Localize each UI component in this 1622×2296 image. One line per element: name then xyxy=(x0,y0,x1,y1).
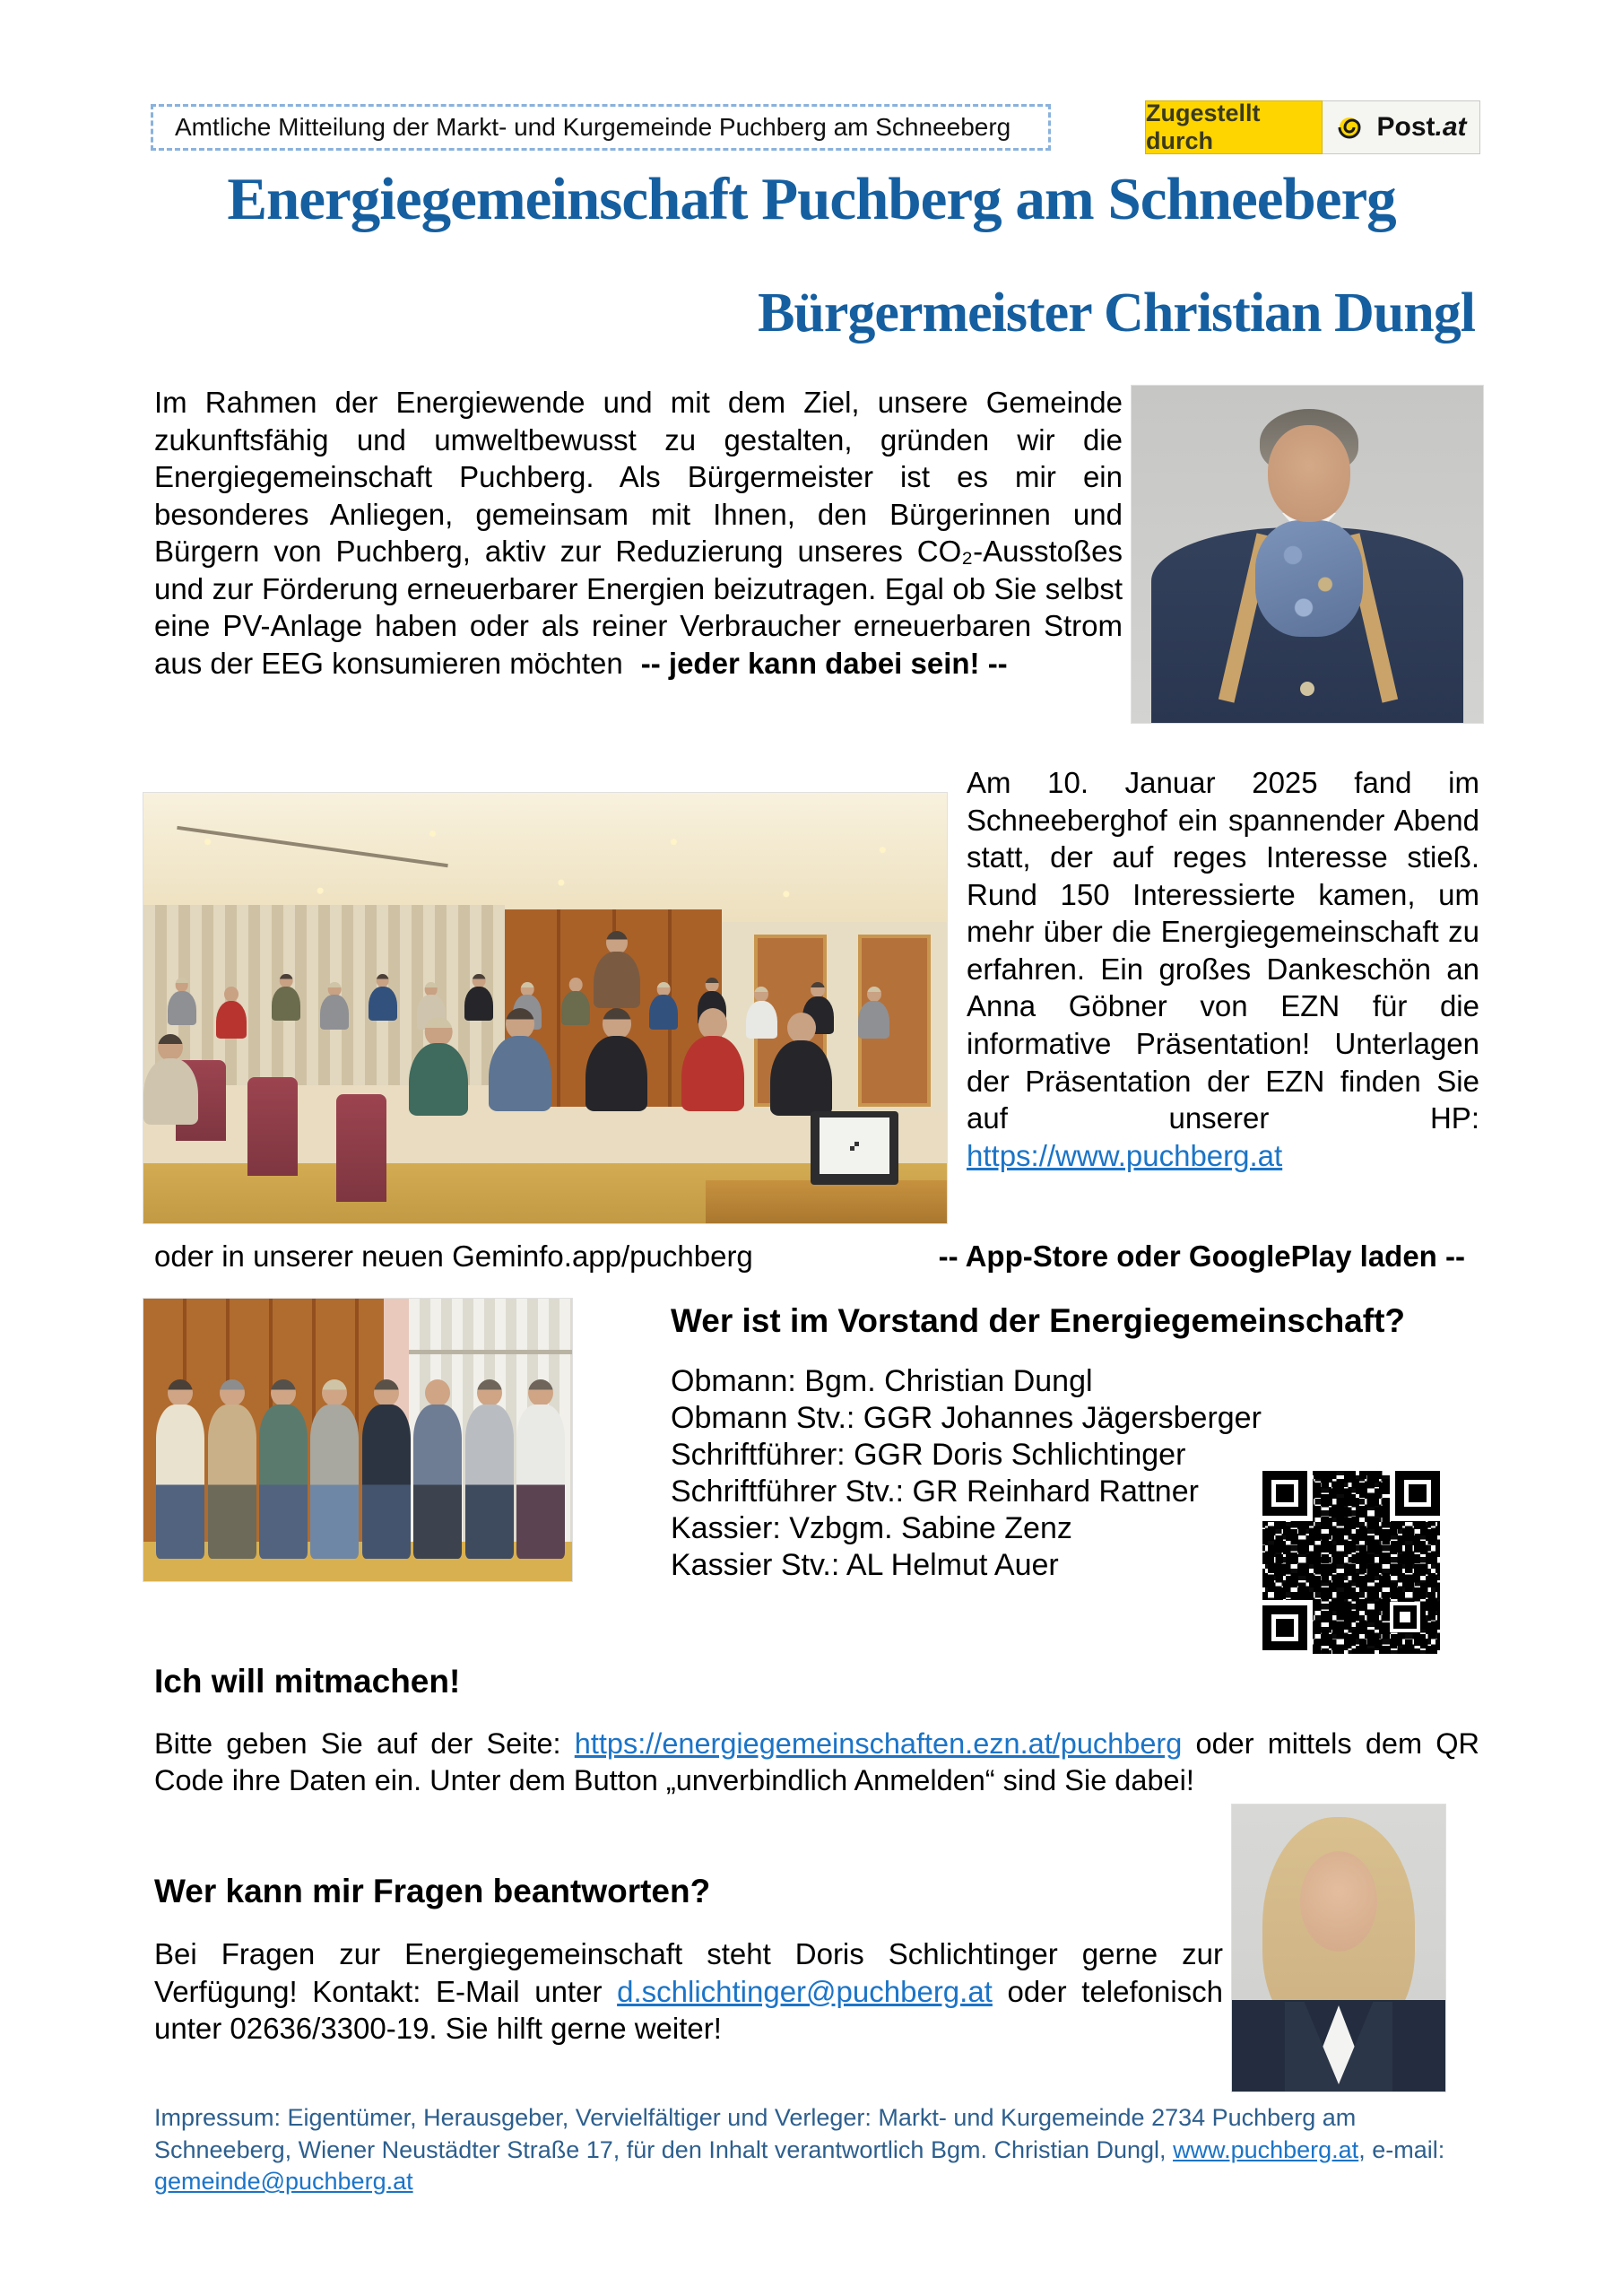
qr-finder-square xyxy=(1262,1605,1307,1650)
person-figure xyxy=(585,1008,648,1111)
qr-finder-square xyxy=(1395,1471,1440,1516)
post-horn-icon xyxy=(1335,116,1369,139)
app-store-line xyxy=(154,1239,1465,1274)
person-figure xyxy=(362,1379,411,1559)
person-figure xyxy=(489,1008,551,1111)
chair-shape xyxy=(247,1077,298,1176)
person-figure xyxy=(168,978,196,1025)
contact-email-link[interactable]: d.schlichtinger@puchberg.at xyxy=(617,1974,993,2008)
questions-section-heading: Wer kann mir Fragen beantworten? xyxy=(154,1873,711,1909)
table-shape xyxy=(706,1180,947,1223)
board-member-row: Kassier Stv.: AL Helmut Auer xyxy=(671,1548,1059,1582)
person-figure xyxy=(516,1379,565,1559)
board-member-row: Schriftführer Stv.: GR Reinhard Rattner xyxy=(671,1474,1199,1509)
person-figure xyxy=(413,1379,462,1559)
standing-person-figure xyxy=(594,931,640,1008)
homepage-link[interactable]: https://www.puchberg.at xyxy=(967,1138,1283,1172)
board-member-row: Kassier: Vzbgm. Sabine Zenz xyxy=(671,1511,1072,1545)
official-notice-text: Amtliche Mitteilung der Markt- und Kurgemeinde Puchberg am Schneeberg xyxy=(175,113,1011,141)
chair-shape xyxy=(336,1094,386,1202)
app-line-highlight: -- App-Store oder GooglePlay laden -- xyxy=(938,1239,1465,1273)
mayor-scarf-shape xyxy=(1255,520,1363,637)
questions-text-before: Bei Fragen zur Energiegemeinschaft steht Doris Schlichtinger gerne zur Verfügung! Kontakt: E-Mail unter xyxy=(154,1937,1223,2008)
board-member-row: Obmann: Bgm. Christian Dungl xyxy=(671,1364,1093,1398)
person-figure xyxy=(259,1379,308,1559)
person-figure xyxy=(649,982,678,1030)
contact-portrait-photo xyxy=(1232,1805,1445,2092)
person-figure xyxy=(320,982,349,1030)
event-text: Am 10. Januar 2025 fand im Schneeberghof ein spannender Abend statt, der auf reges Interesse stieß. Rund 150 Interessierte kamen, um mehr über die Energiegemeinschaft zu erfahren. Ein großes Dankeschön an Anna Göbner von EZN für die informative Präsentation! Unterlagen der Präsentation der EZN finden Sie auf unserer HP: xyxy=(967,766,1479,1135)
person-figure xyxy=(770,1013,833,1116)
signup-link[interactable]: https://energiegemeinschaften.ezn.at/puchberg xyxy=(574,1727,1183,1760)
official-notice-box xyxy=(151,104,1051,151)
board-group-photo xyxy=(143,1299,572,1581)
person-figure xyxy=(409,1017,469,1116)
post-brand-cell xyxy=(1323,100,1480,154)
mayor-button-shape xyxy=(1300,682,1314,696)
questions-paragraph xyxy=(154,1935,1223,2048)
person-figure xyxy=(208,1379,256,1559)
join-section-heading: Ich will mitmachen! xyxy=(154,1663,461,1700)
mayor-face-shape xyxy=(1268,425,1350,522)
questions-text-after: oder telefonisch unter 02636/3300-19. Sie hilft gerne weiter! xyxy=(154,1974,1224,2046)
intro-paragraph xyxy=(154,384,1123,683)
board-member-row: Schriftführer: GGR Doris Schlichtinger xyxy=(671,1438,1186,1472)
board-section-heading: Wer ist im Vorstand der Energiegemeinschaft? xyxy=(671,1302,1406,1339)
post-brand-suffix: .at xyxy=(1435,112,1467,142)
event-paragraph xyxy=(967,764,1479,1174)
person-figure xyxy=(858,987,889,1039)
person-figure xyxy=(310,1379,359,1559)
app-line-text: oder in unserer neuen Geminfo.app/puchberg xyxy=(154,1239,753,1273)
intro-highlight: -- jeder kann dabei sein! -- xyxy=(640,647,1008,681)
delivered-by-label: Zugestellt durch xyxy=(1145,100,1323,154)
page-subtitle: Bürgermeister Christian Dungl xyxy=(758,283,1475,344)
impressum-web-link[interactable]: www.puchberg.at xyxy=(1173,2135,1359,2163)
page-title: Energiegemeinschaft Puchberg am Schneeberg xyxy=(227,166,1396,232)
person-figure xyxy=(465,1379,514,1559)
qr-finder-square xyxy=(1262,1471,1307,1516)
laptop-shape xyxy=(811,1111,899,1185)
impressum-text: Impressum: Eigentümer, Herausgeber, Vervielfältiger und Verleger: Markt- und Kurgemeinde 2734 Puchberg am Schneeberg, Wiener Neustädter Straße 17, für den Inhalt verantwortlich Bgm. Christian Dungl, xyxy=(154,2104,1357,2163)
join-text-after: oder mittels dem QR Code ihre Daten ein. Unter dem Button „unverbindlich Anmelden“ sind Sie dabei! xyxy=(154,1727,1479,1796)
board-member-list xyxy=(671,1363,1298,1584)
signup-qr-code xyxy=(1255,1464,1447,1661)
audience-event-photo xyxy=(143,793,947,1223)
person-figure xyxy=(143,1034,198,1125)
person-figure xyxy=(681,1008,744,1111)
person-figure xyxy=(156,1379,204,1559)
person-figure xyxy=(272,974,300,1022)
board-member-row: Obmann Stv.: GGR Johannes Jägersberger xyxy=(671,1401,1262,1435)
post-delivery-badge xyxy=(1145,100,1480,154)
impressum-text-between: , e-mail: xyxy=(1358,2135,1445,2163)
contact-face-shape xyxy=(1300,1851,1377,1952)
person-figure xyxy=(216,987,247,1039)
intro-text: Im Rahmen der Energiewende und mit dem Ziel, unsere Gemeinde zukunftsfähig und umweltbewusst zu gestalten, gründen wir die Energiegemeinschaft Puchberg. Als Bürgermeister ist es mir ein besonderes Anliegen, gemeinsam mit Ihnen, den Bürgerinnen und Bürgern von Puchberg, aktiv zur Reduzierung unseres CO₂-Ausstoßes und zur Förderung erneuerbarer Energien beizutragen. Egal ob Sie selbst eine PV-Anlage haben oder als reiner Verbraucher erneuerbaren Strom aus der EEG konsumieren möchten xyxy=(154,386,1123,681)
post-brand-word: Post xyxy=(1376,112,1436,142)
impressum xyxy=(154,2102,1465,2198)
mayor-portrait-photo xyxy=(1132,386,1483,723)
join-paragraph xyxy=(154,1726,1479,1799)
join-text-before: Bitte geben Sie auf der Seite: xyxy=(154,1727,575,1760)
qr-alignment-square xyxy=(1393,1605,1417,1629)
post-brand-text xyxy=(1376,112,1466,143)
window-bar-shape xyxy=(409,1350,572,1354)
impressum-email-link[interactable]: gemeinde@puchberg.at xyxy=(154,2168,413,2196)
person-figure xyxy=(369,974,397,1022)
